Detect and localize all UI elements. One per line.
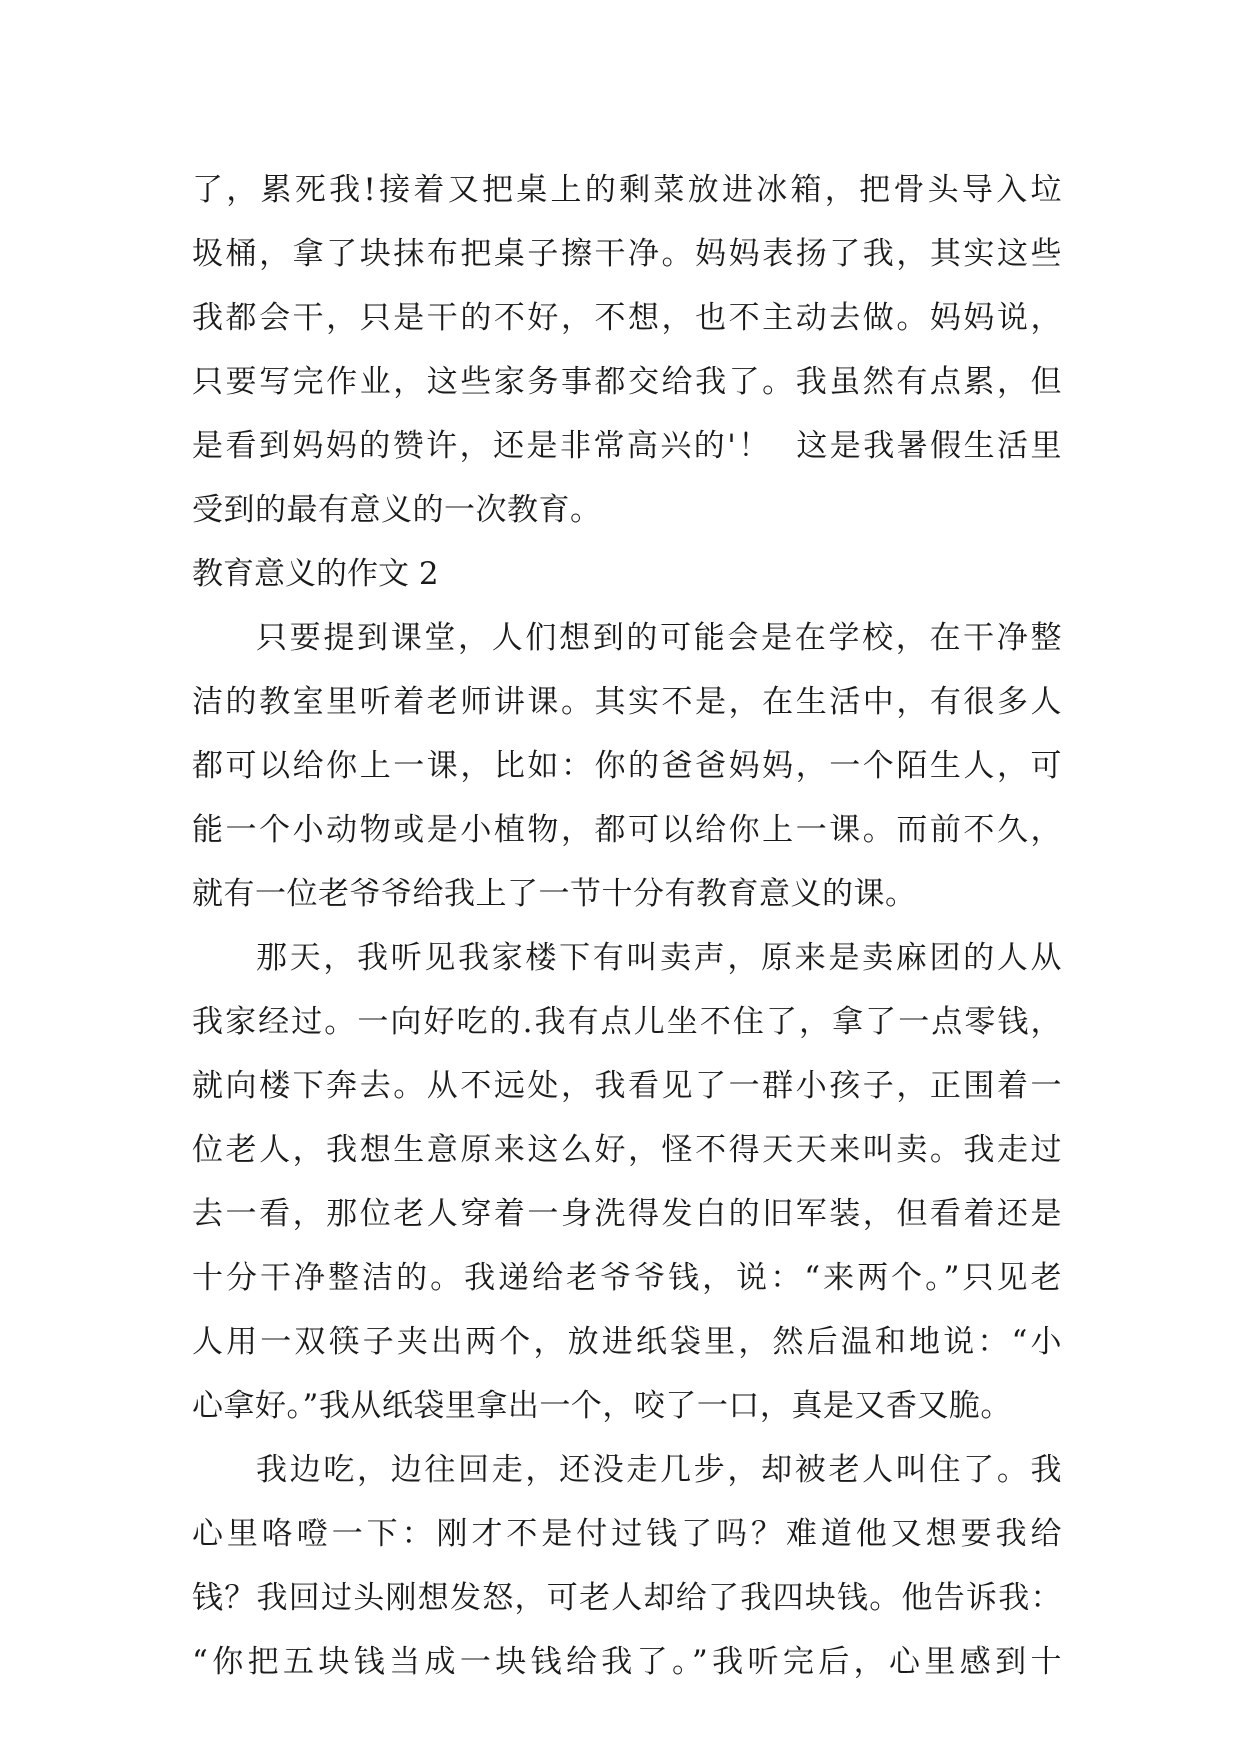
document-page (192, 158, 1062, 1694)
text-line: 洁的教室里听着老师讲课。其实不是，在生活中，有很多人 (192, 684, 1062, 720)
text-line: 人用一双筷子夹出两个，放进纸袋里，然后温和地说：“小 (192, 1324, 1062, 1360)
paragraph-2 (192, 606, 1062, 926)
text-line: 都可以给你上一课，比如：你的爸爸妈妈，一个陌生人，可 (192, 748, 1062, 784)
text-line: 只要提到课堂，人们想到的可能会是在学校，在干净整 (256, 620, 1062, 656)
section-heading: 教育意义的作文 2 (192, 556, 439, 592)
text-line: 能一个小动物或是小植物，都可以给你上一课。而前不久， (192, 812, 1062, 848)
text-line: 钱？我回过头刚想发怒，可老人却给了我四块钱。他告诉我： (192, 1580, 1062, 1616)
paragraph-1 (192, 158, 1062, 542)
text-line: 我都会干，只是干的不好，不想，也不主动去做。妈妈说， (192, 300, 1062, 336)
text-line: 受到的最有意义的一次教育。 (192, 492, 602, 528)
text-line: 就有一位老爷爷给我上了一节十分有教育意义的课。 (192, 876, 917, 912)
paragraph-3 (192, 926, 1062, 1438)
text-line: 心里咯噔一下：刚才不是付过钱了吗？难道他又想要我给 (192, 1516, 1062, 1552)
text-line: “你把五块钱当成一块钱给我了。”我听完后，心里感到十 (192, 1644, 1062, 1680)
paragraph-4 (192, 1438, 1062, 1694)
text-line: 就向楼下奔去。从不远处，我看见了一群小孩子，正围着一 (192, 1068, 1062, 1104)
text-line: 了，累死我!接着又把桌上的剩菜放进冰箱，把骨头导入垃 (192, 172, 1062, 208)
text-line: 位老人，我想生意原来这么好，怪不得天天来叫卖。我走过 (192, 1132, 1062, 1168)
text-line: 去一看，那位老人穿着一身洗得发白的旧军装，但看着还是 (192, 1196, 1062, 1232)
text-line: 是看到妈妈的赞许，还是非常高兴的'！ 这是我暑假生活里 (192, 428, 1062, 464)
text-line: 圾桶，拿了块抹布把桌子擦干净。妈妈表扬了我，其实这些 (192, 236, 1062, 272)
text-line: 只要写完作业，这些家务事都交给我了。我虽然有点累，但 (192, 364, 1062, 400)
text-line: 心拿好。”我从纸袋里拿出一个，咬了一口，真是又香又脆。 (192, 1388, 1012, 1424)
text-line: 那天，我听见我家楼下有叫卖声，原来是卖麻团的人从 (256, 940, 1062, 976)
text-line: 我边吃，边往回走，还没走几步，却被老人叫住了。我 (256, 1452, 1062, 1488)
text-line: 我家经过。一向好吃的.我有点儿坐不住了，拿了一点零钱， (192, 1004, 1062, 1040)
text-line: 十分干净整洁的。我递给老爷爷钱，说：“来两个。”只见老 (192, 1260, 1062, 1296)
